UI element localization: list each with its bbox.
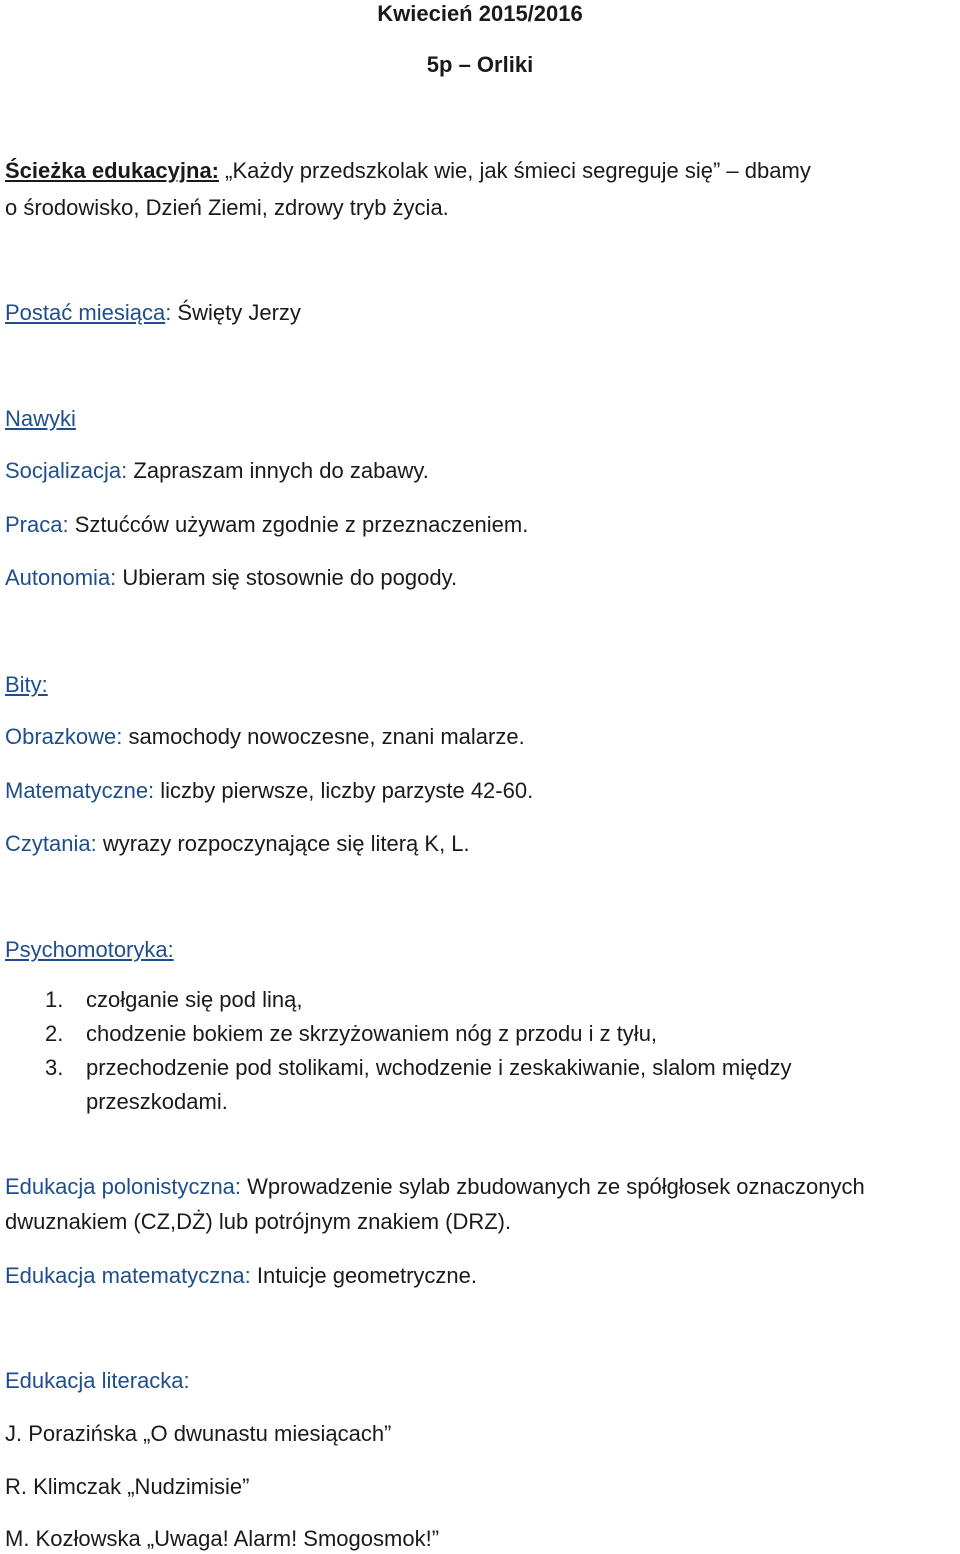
literacka-heading: Edukacja literacka:: [5, 1368, 190, 1393]
bity-item-obrazkowe: [5, 723, 525, 751]
sciezka-line-1: [5, 157, 811, 185]
bity-item-label: Czytania:: [5, 831, 97, 856]
nawyki-item-value: Zapraszam innych do zabawy.: [127, 458, 429, 483]
nawyki-item-praca: [5, 511, 528, 539]
bity-item-value: liczby pierwsze, liczby parzyste 42-60.: [154, 778, 534, 803]
sciezka-line-2: o środowisko, Dzień Ziemi, zdrowy tryb życia.: [5, 195, 449, 220]
matematyczna-value: Intuicje geometryczne.: [250, 1263, 478, 1288]
literacka-item: M. Kozłowska „Uwaga! Alarm! Smogosmok!”: [5, 1526, 440, 1551]
bity-item-matematyczne: [5, 777, 533, 805]
nawyki-item-value: Sztućców używam zgodnie z przeznaczeniem.: [68, 512, 529, 537]
psychomotoryka-heading: Psychomotoryka:: [5, 937, 174, 962]
nawyki-heading: Nawyki: [5, 406, 76, 431]
list-item-number: 3.: [45, 1055, 64, 1080]
list-item: czołganie się pod liną,: [86, 987, 303, 1012]
literacka-item: R. Klimczak „Nudzimisie”: [5, 1474, 250, 1499]
list-item-continuation: przeszkodami.: [86, 1089, 228, 1114]
polonistyczna-label: Edukacja polonistyczna:: [5, 1174, 242, 1199]
postac-line: [5, 299, 301, 327]
matematyczna-label: Edukacja matematyczna:: [5, 1263, 251, 1288]
nawyki-item-label: Autonomia:: [5, 565, 117, 590]
bity-heading: Bity:: [5, 672, 48, 697]
matematyczna-line: [5, 1262, 477, 1290]
polonistyczna-line-1: [5, 1173, 865, 1201]
nawyki-item-autonomia: [5, 564, 457, 592]
postac-colon: :: [165, 300, 172, 325]
list-item-number: 2.: [45, 1021, 64, 1046]
nawyki-item-label: Socjalizacja:: [5, 458, 128, 483]
list-item: chodzenie bokiem ze skrzyżowaniem nóg z przodu i z tyłu,: [86, 1021, 658, 1046]
polonistyczna-line-2: dwuznakiem (CZ,DŻ) lub potrójnym znakiem (DRZ).: [5, 1209, 512, 1234]
bity-item-value: wyrazy rozpoczynające się literą K, L.: [96, 831, 470, 856]
polonistyczna-text-1: Wprowadzenie sylab zbudowanych ze spółgłosek oznaczonych: [241, 1174, 865, 1199]
header-group: 5p – Orliki: [426, 52, 534, 77]
nawyki-item-socjalizacja: [5, 457, 429, 485]
literacka-item: J. Porazińska „O dwunastu miesiącach”: [5, 1421, 392, 1446]
bity-item-label: Obrazkowe:: [5, 724, 123, 749]
list-item-number: 1.: [45, 987, 64, 1012]
bity-item-label: Matematyczne:: [5, 778, 155, 803]
nawyki-item-label: Praca:: [5, 512, 69, 537]
bity-item-value: samochody nowoczesne, znani malarze.: [122, 724, 525, 749]
sciezka-label: Ścieżka edukacyjna:: [5, 158, 220, 183]
bity-item-czytania: [5, 830, 470, 858]
postac-label: Postać miesiąca: [5, 300, 166, 325]
postac-value: Święty Jerzy: [171, 300, 301, 325]
header-date: Kwiecień 2015/2016: [377, 1, 583, 26]
sciezka-text-1: „Każdy przedszkolak wie, jak śmieci segreguje się” – dbamy: [219, 158, 811, 183]
nawyki-item-value: Ubieram się stosownie do pogody.: [116, 565, 458, 590]
list-item: przechodzenie pod stolikami, wchodzenie i zeskakiwanie, slalom między: [86, 1055, 792, 1080]
